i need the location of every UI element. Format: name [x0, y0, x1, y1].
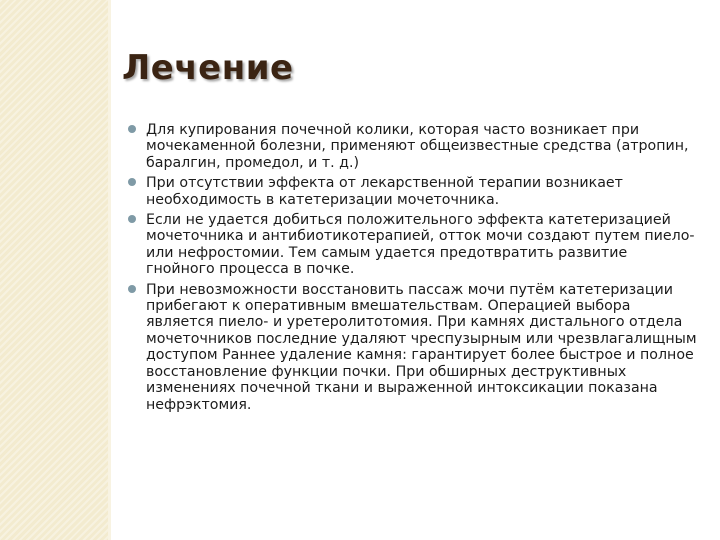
bullet-item-1: [128, 122, 698, 171]
bullet-dot-icon: [128, 215, 136, 223]
bullet-dot-icon: [128, 125, 136, 133]
bullet-item-2: [128, 175, 698, 208]
decorative-band-edge: [108, 0, 111, 540]
bullet-item-4: [128, 282, 698, 413]
decorative-left-band: [0, 0, 108, 540]
bullet-text-4: При невозможности восстановить пассаж мочи путём катетеризации прибегают к оперативным вмешательствам. Операцией выбора является пиело- и уретеролитотомия. При камнях дистального отдела мочеточников последние удаляют чреспузырным или чрезвлагалищным доступом Раннее удаление камня: гарантирует более быстрое и полное восстановление функции почки. При обширных деструктивных изменениях почечной ткани и выраженной интоксикации показана нефрэктомия.: [146, 281, 697, 413]
bullet-text-2: При отсутствии эффекта от лекарственной терапии возникает необходимость в катетеризации мочеточника.: [146, 175, 623, 208]
bullet-dot-icon: [128, 285, 136, 293]
bullet-text-3: Если не удается добиться положительного эффекта катетеризацией мочеточника и антибиотикотерапией, отток мочи создают путем пиело- или нефростомии. Тем самым удается предотвратить развитие гнойного процесса в почке.: [146, 212, 695, 278]
bullet-list: [128, 122, 698, 417]
bullet-item-3: [128, 212, 698, 278]
bullet-dot-icon: [128, 178, 136, 186]
slide-title: Лечение: [122, 48, 294, 88]
bullet-text-1: Для купирования почечной колики, которая часто возникает при мочекаменной болезни, применяют общеизвестные средства (атропин, баралгин, промедол, и т. д.): [146, 122, 689, 171]
